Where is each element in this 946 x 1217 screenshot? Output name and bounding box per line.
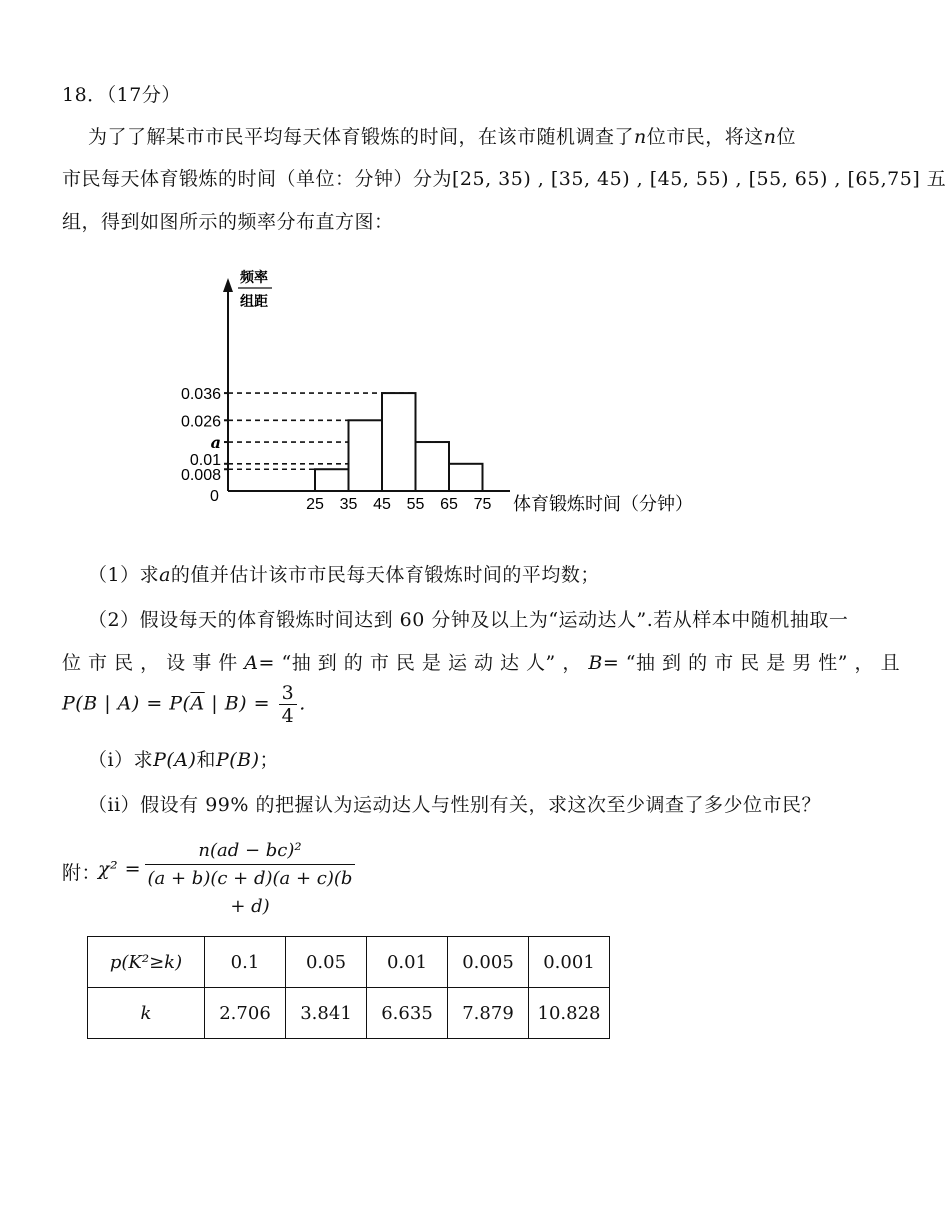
q2-frac-num: 3: [279, 682, 298, 705]
table-row-k: [88, 988, 610, 1039]
table-cell: 0.001: [529, 937, 610, 988]
histogram-bar: [449, 464, 483, 491]
y-tick-label: 0.026: [180, 413, 221, 431]
q2-text-a: 位 市 民 ， 设 事 件: [62, 652, 238, 674]
y-tick-label: a: [210, 433, 221, 453]
var-n-2: n: [763, 126, 777, 148]
critical-value-table: [87, 936, 610, 1039]
intro-text-c: 位: [776, 126, 797, 148]
q2-formula-mid: | B) =: [204, 692, 271, 715]
table-cell: 10.828: [529, 988, 610, 1039]
y-label-top: 频率: [240, 270, 268, 286]
y-tick-label: 0.036: [180, 386, 221, 404]
table-cell: 2.706: [205, 988, 286, 1039]
table-cell: 6.635: [367, 988, 448, 1039]
x-tick-label: 35: [339, 496, 358, 513]
q2-frac-den: 4: [281, 705, 295, 727]
table-cell: 7.879: [448, 988, 529, 1039]
y-label-bottom: 组距: [240, 294, 268, 310]
q2-event-b: B: [588, 652, 603, 674]
chi-square-formula: [145, 838, 355, 921]
qi-and: 和: [196, 749, 216, 771]
question-2-line-1: （2）假设每天的体育锻炼时间达到 60 分钟及以上为“运动达人”.若从样本中随机抽取一: [88, 609, 849, 631]
y-tick-label: 0.008: [180, 467, 221, 485]
chi-denominator: (a + b)(c + d)(a + c)(b + d): [147, 868, 353, 917]
q2-formula-abar: $\overline{A}$: [190, 692, 205, 715]
question-2-line-2: [62, 648, 900, 675]
x-tick-label: 75: [473, 496, 492, 513]
intro-line-2: 市民每天体育锻炼的时间（单位：分钟）分为[25, 35) , [35, 45) , [45, 55) , [55, 65) , [65,75] 五: [62, 168, 946, 190]
intro-line-3: 组，得到如图所示的频率分布直方图：: [62, 211, 394, 233]
qi-pa: P(A): [153, 749, 197, 771]
q2-text-b: = “抽 到 的 市 民 是 运 动 达 人” ，: [258, 652, 582, 674]
problem-number: 18．（17分）: [62, 84, 181, 106]
x-axis-label: 体育锻炼时间（分钟）: [513, 494, 693, 515]
question-1: [88, 560, 600, 587]
q2-formula-left: P(B | A) = P(: [62, 692, 191, 715]
intro-text-a: 为了了解某市市民平均每天体育锻炼的时间，在该市随机调查了: [88, 126, 635, 148]
table-cell: 0.01: [367, 937, 448, 988]
q1-text-b: 的值并估计该市市民每天体育锻炼时间的平均数；: [170, 564, 600, 586]
table-cell: 0.1: [205, 937, 286, 988]
histogram-bar: [382, 393, 416, 491]
question-i: [88, 745, 279, 772]
q2-event-a: A: [244, 652, 259, 674]
table-header-label: p(K²≥k): [88, 937, 205, 988]
x-tick-label: 65: [440, 496, 458, 513]
question-ii: （ii）假设有 99% 的把握认为运动达人与性别有关，求这次至少调查了多少位市民？: [88, 794, 821, 816]
table-cell: 3.841: [286, 988, 367, 1039]
q2-text-c: = “抽 到 的 市 民 是 男 性” ， 且: [602, 652, 901, 674]
table-row-header: [88, 937, 610, 988]
y-axis-arrow: [223, 278, 233, 292]
table-cell: 0.005: [448, 937, 529, 988]
origin-label: 0: [210, 488, 219, 505]
appendix-label: 附：: [62, 862, 102, 884]
x-tick-label: 55: [406, 496, 425, 513]
q2-formula-end: .: [299, 692, 306, 715]
table-cell: 0.05: [286, 937, 367, 988]
intro-text-b: 位市民，将这: [646, 126, 764, 148]
q1-text-a: （1）求: [88, 564, 160, 586]
qi-pb: P(B): [215, 749, 260, 771]
x-tick-label: 25: [306, 496, 324, 513]
frequency-histogram: [170, 258, 730, 528]
histogram-bar: [416, 442, 450, 491]
var-n: n: [634, 126, 647, 148]
q2-formula: [62, 682, 306, 727]
chi-square-symbol: χ² =: [98, 858, 142, 880]
histogram-bar: [349, 420, 383, 491]
histogram-bar: [315, 469, 349, 491]
table-row-label: k: [88, 988, 205, 1039]
intro-line-1: [88, 122, 796, 149]
qi-text-a: （i）求: [88, 749, 154, 771]
q2-fraction: [279, 682, 298, 727]
chi-numerator: n(ad − bc)²: [145, 838, 355, 865]
y-tick-label: 0.01: [189, 451, 221, 469]
x-tick-label: 45: [373, 496, 391, 513]
qi-end: ；: [259, 749, 280, 771]
q1-var-a: a: [159, 564, 171, 586]
